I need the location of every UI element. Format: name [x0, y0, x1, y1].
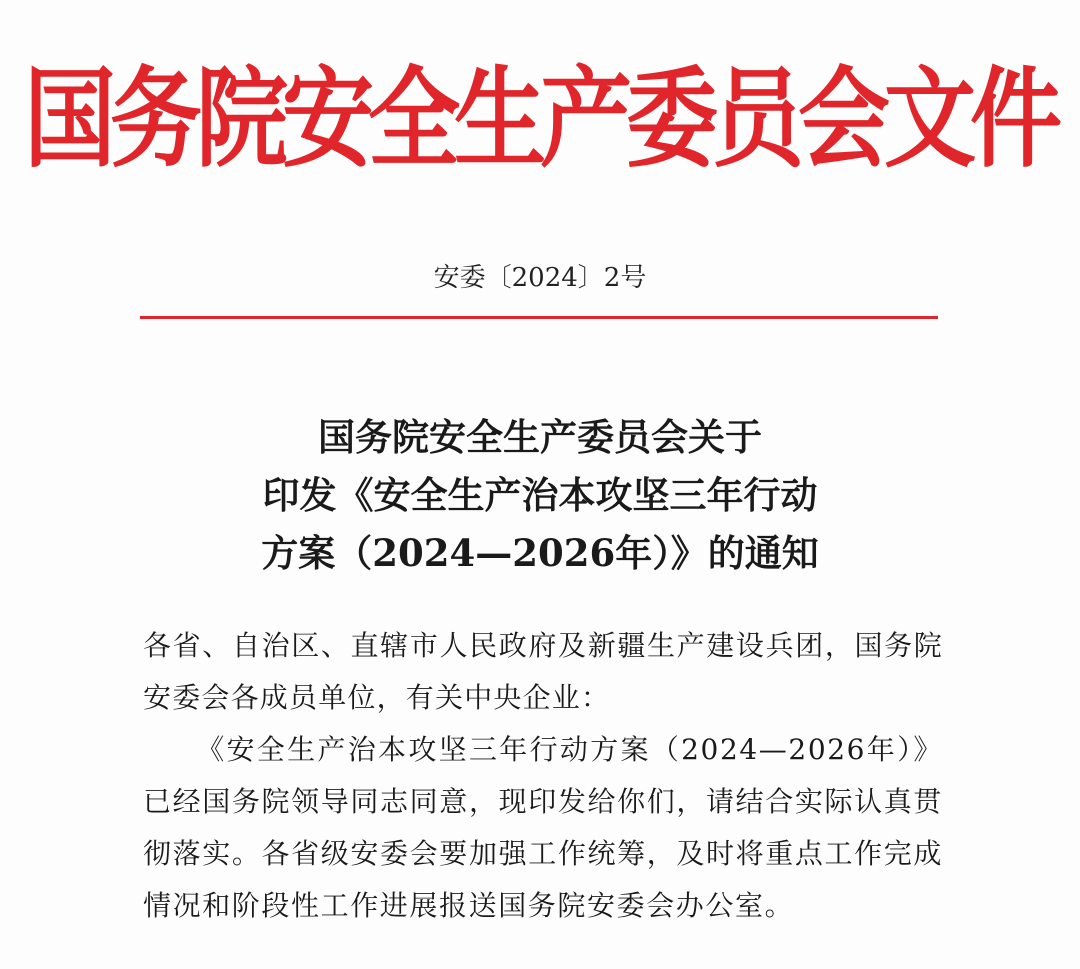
notice-body	[143, 620, 943, 932]
notice-title	[0, 408, 1080, 582]
document-number: 安委〔2024〕2号	[433, 263, 647, 293]
title-line-1: 国务院安全生产委员会关于	[318, 415, 762, 459]
red-divider-line	[140, 316, 938, 319]
title-line-2: 印发《安全生产治本攻坚三年行动	[262, 473, 818, 517]
issuer-header: 国务院安全生产委员会文件	[23, 55, 1056, 183]
body-paragraph: 《安全生产治本攻坚三年行动方案（2024—2026年）》已经国务院领导同志同意，现印发给你们，请结合实际认真贯彻落实。各省级安委会要加强工作统筹，及时将重点工作完成情况和阶段性工作进展报送国务院安委会办公室。	[143, 733, 943, 922]
title-line-3: 方案（2024—2026年）》的通知	[261, 531, 819, 575]
salutation: 各省、自治区、直辖市人民政府及新疆生产建设兵团，国务院安委会各成员单位，有关中央企业：	[143, 629, 943, 714]
